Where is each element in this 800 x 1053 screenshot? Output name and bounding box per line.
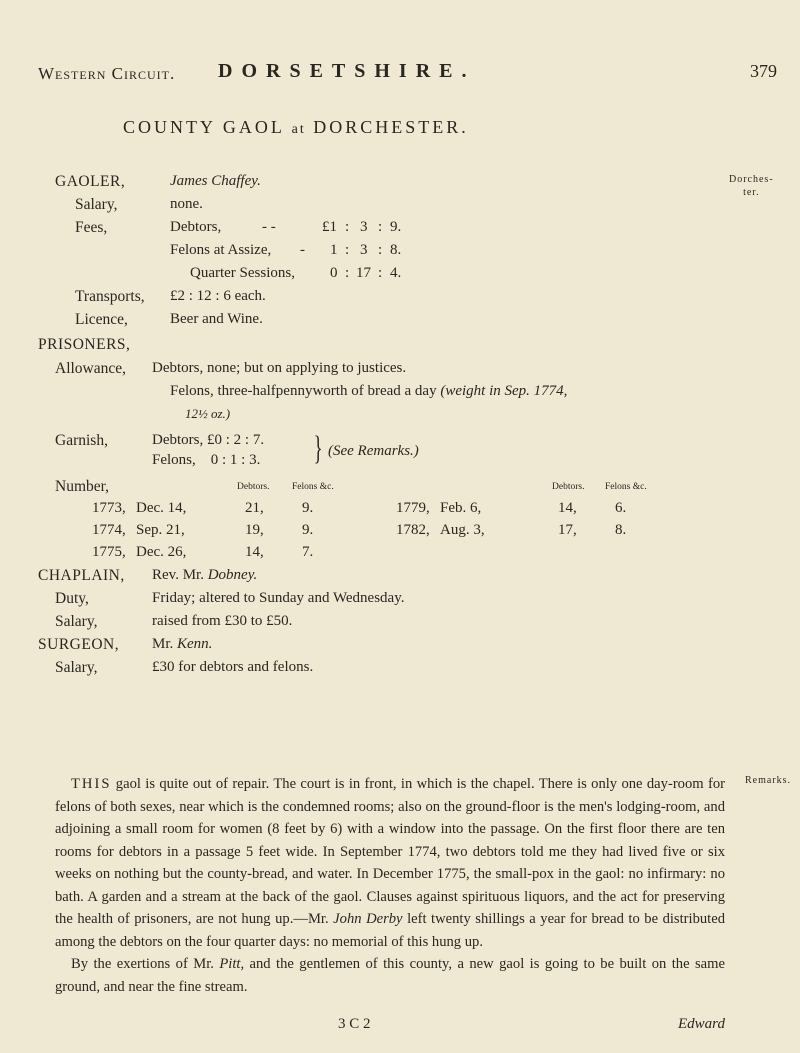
fee-row-shillings: 3 [360, 242, 368, 258]
remarks-body [55, 773, 725, 998]
number-row-felons: 6. [615, 500, 627, 516]
allowance-weight: 12½ oz.) [185, 406, 231, 421]
number-row-felons: 7. [302, 544, 314, 560]
number-row-debtors: 14, [245, 544, 264, 560]
fee-row-dash: - - [262, 219, 276, 235]
transports-value: £2 : 12 : 6 each. [170, 288, 266, 304]
duty-label: Duty, [55, 590, 89, 607]
fee-row-desc: Debtors, [170, 219, 222, 235]
number-row-year: 1773, [92, 500, 126, 516]
number-row-year: 1775, [92, 544, 126, 560]
number-row-felons: 9. [302, 522, 314, 538]
number-row-debtors: 21, [245, 500, 264, 516]
fee-row-pence: 9. [390, 219, 402, 235]
surgeon-salary-label: Salary, [55, 659, 98, 676]
number-row-debtors: 14, [558, 500, 577, 516]
margin-note-remarks: Remarks. [745, 775, 792, 786]
page-title [123, 117, 469, 138]
page-number: 379 [750, 61, 777, 81]
fee-row-desc: Quarter Sessions, [190, 265, 295, 281]
surgeon-label: SURGEON, [38, 636, 120, 653]
number-col-debtors-right: Debtors. [552, 482, 585, 492]
remarks-text-end: left twenty shillings a year for bread to be distributed among the debtors on the four quarter days: no memorial of this hung up. [55, 911, 725, 950]
catchword: Edward [678, 1016, 725, 1032]
number-row-year: 1779, [396, 500, 430, 516]
title-at: at [291, 122, 306, 137]
allowance-felons-text: Felons, three-halfpennyworth of bread a day [170, 383, 437, 399]
number-row-date: Feb. 6, [440, 500, 482, 516]
number-row-date: Dec. 14, [136, 500, 187, 516]
fee-row-pence: 4. [390, 265, 402, 281]
fee-row-desc: Felons at Assize, [170, 242, 272, 258]
number-row-year: 1782, [396, 522, 430, 538]
margin-note-line: ter. [743, 187, 760, 198]
title-part2: DORCHESTER. [313, 117, 469, 137]
remarks-drop-word: THIS [71, 776, 112, 792]
remarks-paragraph-1 [55, 773, 725, 953]
chaplain-surname: Dobney. [207, 567, 258, 583]
gaoler-name: James Chaffey. [170, 173, 261, 189]
running-head-county: DORSETSHIRE. [218, 60, 476, 82]
number-col-felons: Felons &c. [292, 482, 334, 492]
number-col-debtors: Debtors. [237, 482, 270, 492]
garnish-debtors: Debtors, £0 : 2 : 7. [152, 432, 265, 448]
fees-label: Fees, [75, 219, 108, 236]
garnish-note: (See Remarks.) [328, 443, 419, 459]
fee-row-pounds: £1 [322, 219, 337, 235]
gaoler-label: GAOLER, [55, 173, 126, 190]
number-row-felons: 9. [302, 500, 314, 516]
salary-value: none. [170, 196, 203, 212]
number-row-year: 1774, [92, 522, 126, 538]
margin-note-line: Dorches- [729, 174, 774, 185]
number-row-debtors: 19, [245, 522, 264, 538]
garnish-label: Garnish, [55, 432, 108, 449]
surgeon-name [152, 636, 212, 653]
prisoners-label: PRISONERS, [38, 336, 131, 353]
surgeon-prefix: Mr. [152, 636, 174, 652]
number-row-date: Aug. 3, [440, 522, 485, 538]
fee-row-pence: 8. [390, 242, 402, 258]
margin-note-top [729, 173, 774, 199]
fee-row-shillings: 3 [360, 219, 368, 235]
remarks-name: John Derby [333, 911, 403, 927]
running-head-circuit: Western Circuit. [38, 64, 176, 83]
remarks-text-end: and the gentlemen of this county, a new gaol is going to be built on the same ground, and near the fine stream. [55, 956, 725, 995]
fee-row-pounds: 0 [330, 265, 338, 281]
licence-label: Licence, [75, 311, 128, 328]
transports-label: Transports, [75, 288, 145, 305]
allowance-weight-note: (weight in Sep. 1774, [440, 383, 568, 399]
signature-mark: 3 C 2 [338, 1016, 371, 1032]
garnish-brace: } [313, 430, 323, 467]
remarks-text: gaol is quite out of repair. The court is in front, in which is the chapel. There is only one day-room for felons of both sexes, near which is the condemned rooms; also on the ground-floor is the men's lodging-room, and adjoining a small room for women (8 feet by 6) with a window into the passage. On the first floor there are ten rooms for debtors in a passage 5 feet wide. In September 1774, two debtors told me they had lived five or six weeks on nothing but the county-bread, and water. In December 1775, the small-pox in the gaol: no infirmary: no bath. A garden and a stream at the back of the gaol. Clauses against spirituous liquors, and the act for preserving the health of prisoners, are not hung up.—Mr. [55, 776, 725, 927]
chaplain-salary-value: raised from £30 to £50. [152, 613, 293, 629]
allowance-label: Allowance, [55, 360, 127, 377]
surgeon-surname: Kenn. [177, 636, 213, 652]
number-row-date: Sep. 21, [136, 522, 185, 538]
remarks-name: Pitt, [219, 956, 245, 972]
remarks-text: By the exertions of Mr. [71, 956, 214, 972]
chaplain-name [152, 567, 257, 584]
garnish-felons: Felons, 0 : 1 : 3. [152, 452, 261, 468]
fee-row-shillings: 17 [356, 265, 371, 281]
fee-row-pounds: 1 [330, 242, 338, 258]
duty-value: Friday; altered to Sunday and Wednesday. [152, 590, 405, 606]
allowance-felons [170, 383, 567, 400]
chaplain-salary-label: Salary, [55, 613, 98, 630]
licence-value: Beer and Wine. [170, 311, 263, 327]
chaplain-label: CHAPLAIN, [38, 567, 125, 584]
number-row-date: Dec. 26, [136, 544, 187, 560]
number-row-felons: 8. [615, 522, 627, 538]
number-col-felons-right: Felons &c. [605, 482, 647, 492]
chaplain-prefix: Rev. Mr. [152, 567, 204, 583]
number-row-debtors: 17, [558, 522, 577, 538]
title-part1: COUNTY GAOL [123, 117, 285, 137]
allowance-debtors: Debtors, none; but on applying to justices. [152, 360, 407, 376]
fee-row-dash: - [300, 242, 305, 258]
remarks-paragraph-2 [55, 953, 725, 998]
number-label: Number, [55, 478, 110, 495]
salary-label: Salary, [75, 196, 118, 213]
surgeon-salary-value: £30 for debtors and felons. [152, 659, 314, 675]
